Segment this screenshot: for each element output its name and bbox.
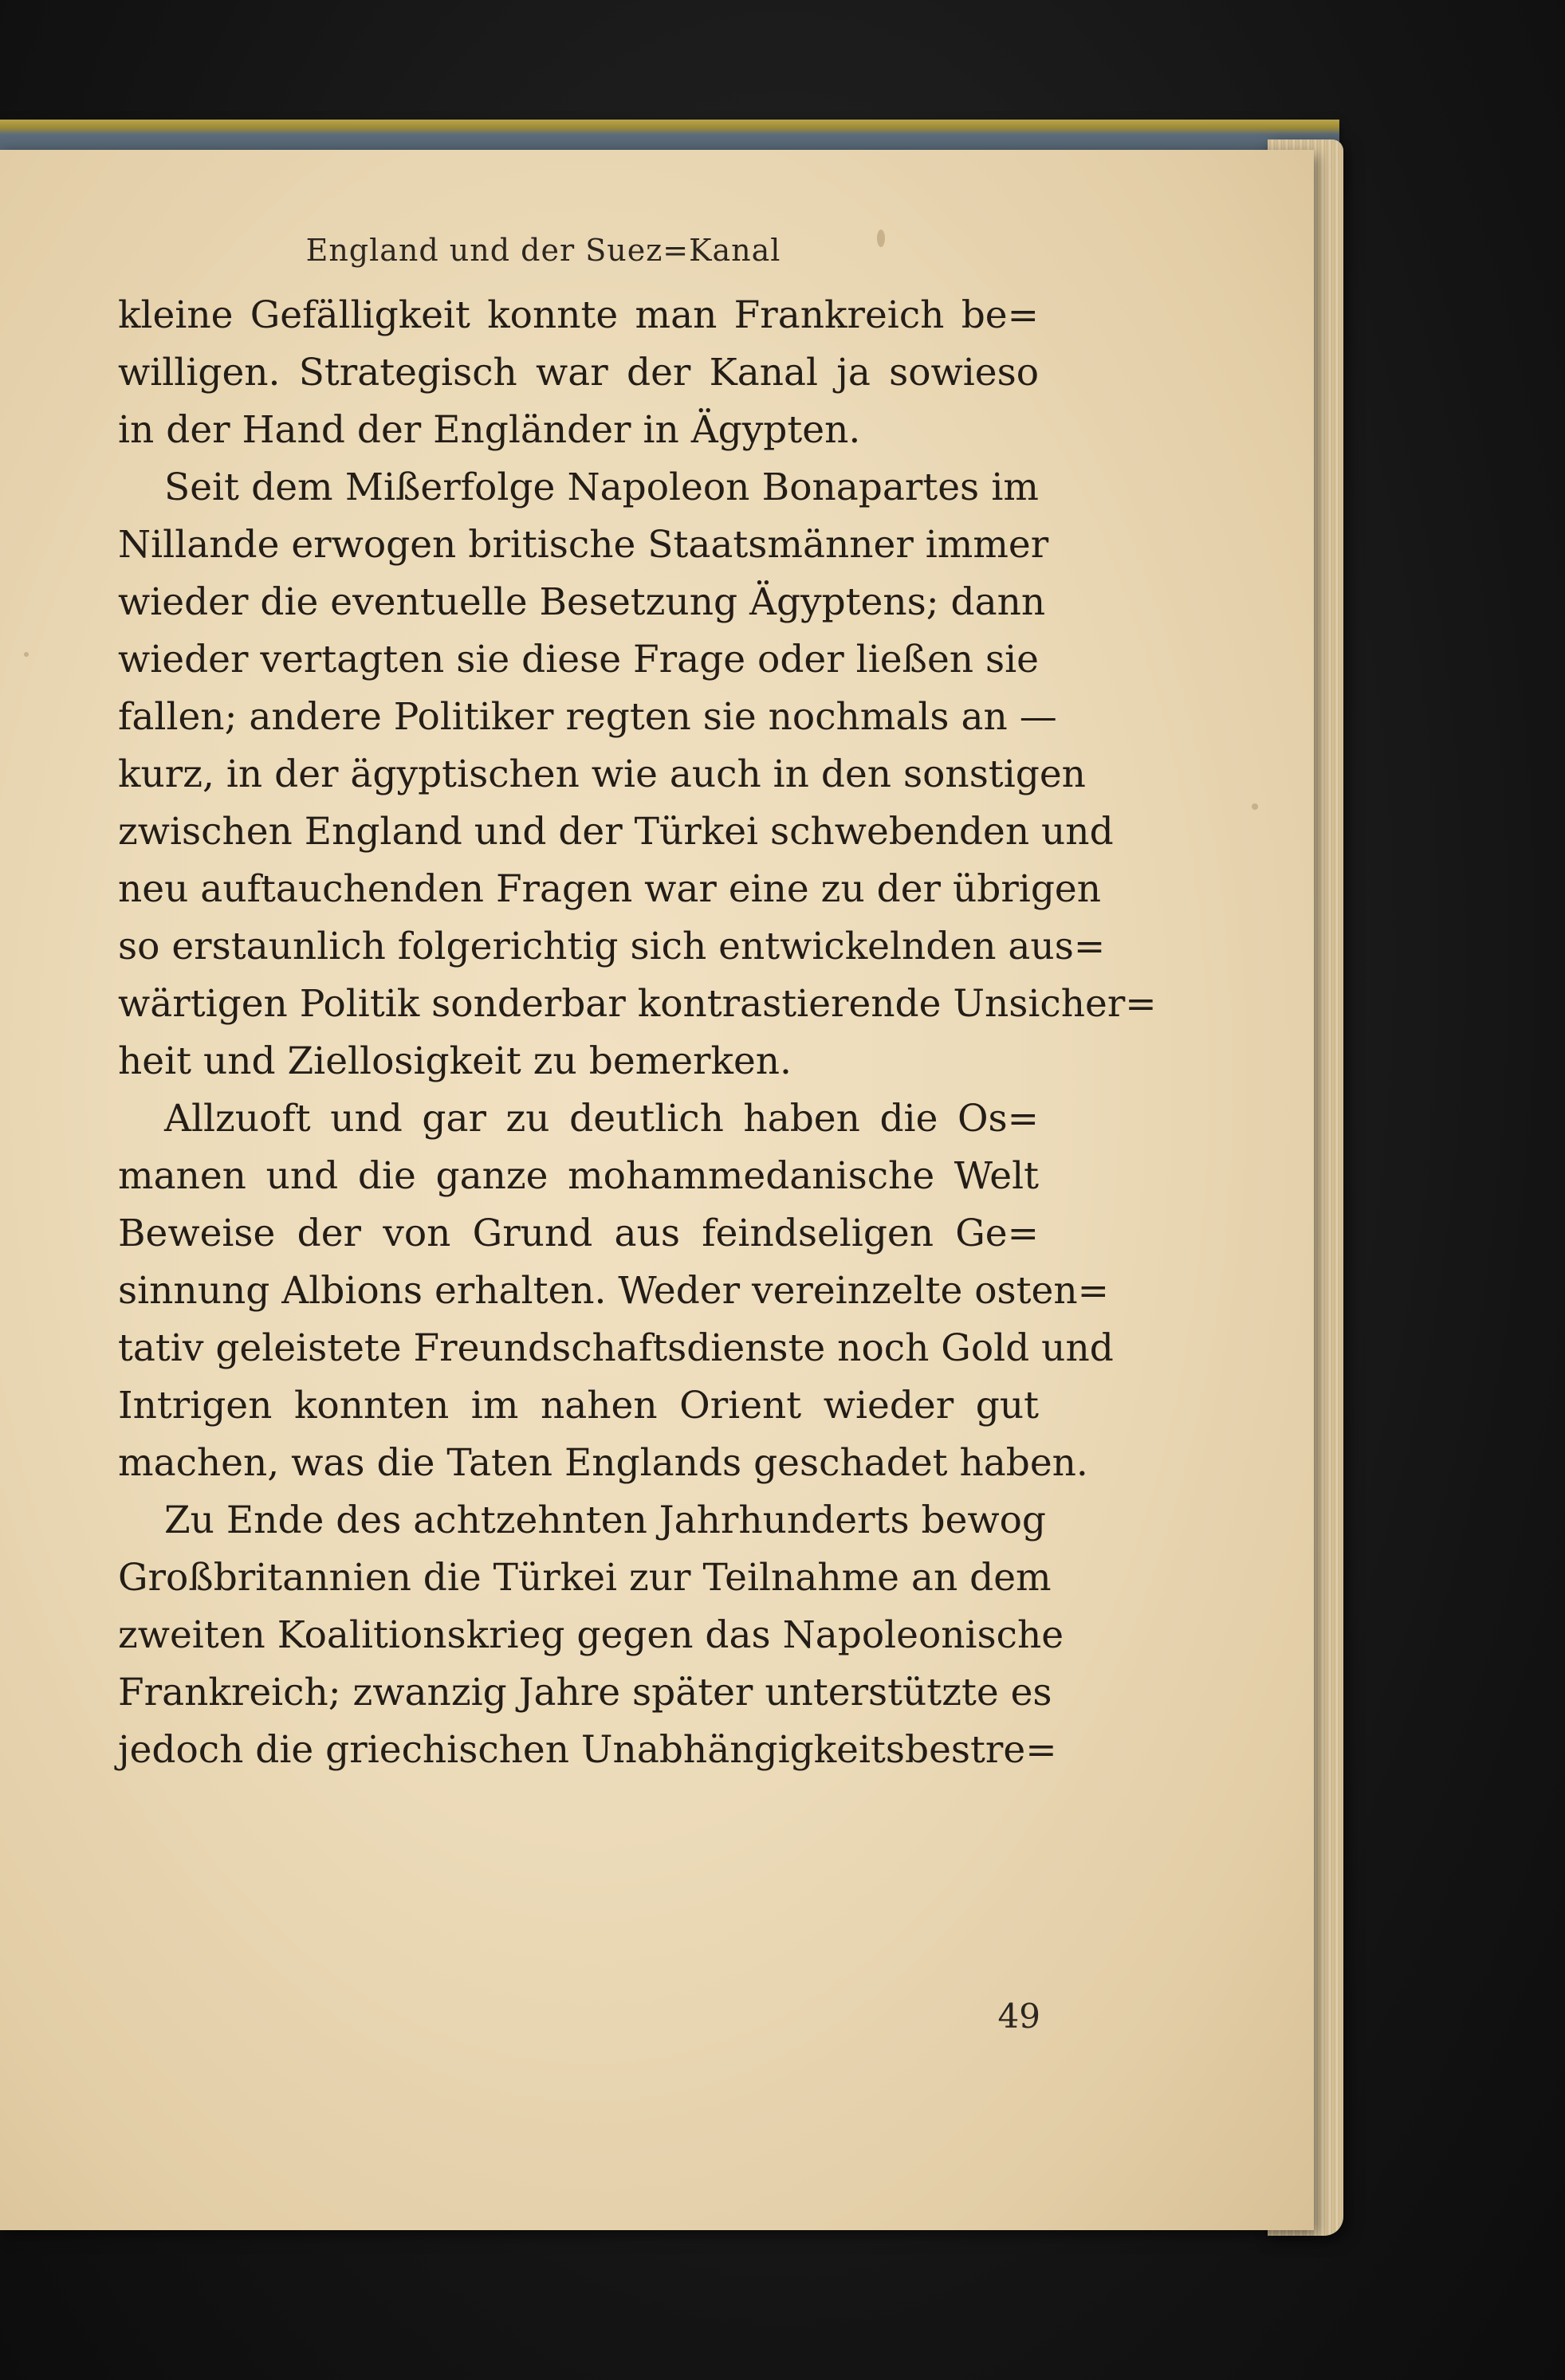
text-line: Beweise der von Grund aus feindseligen Ge=: [118, 1212, 1039, 1255]
text-line: zwischen England und der Türkei schwebenden und: [118, 810, 1114, 854]
text-line: kleine Gefälligkeit konnte man Frankreich be=: [118, 293, 1039, 337]
text-line: Intrigen konnten im nahen Orient wieder gut: [118, 1384, 1039, 1428]
text-line: Zu Ende des achtzehnten Jahrhunderts bewog: [164, 1498, 1047, 1542]
paper-speck: [24, 652, 29, 657]
text-line: zweiten Koalitionskrieg gegen das Napoleonische: [118, 1613, 1064, 1657]
text-line: jedoch die griechischen Unabhängigkeitsbestre=: [118, 1728, 1057, 1772]
page-number: 49: [997, 1997, 1040, 2036]
text-line: so erstaunlich folgerichtig sich entwickelnden aus=: [118, 925, 1106, 968]
text-line: Großbritannien die Türkei zur Teilnahme an dem: [118, 1556, 1052, 1600]
text-line: neu auftauchenden Fragen war eine zu der übrigen: [118, 867, 1101, 911]
text-line: wärtigen Politik sonderbar kontrastierende Unsicher=: [118, 982, 1157, 1026]
text-line: heit und Ziellosigkeit zu bemerken.: [118, 1039, 792, 1083]
page-body-text: [118, 287, 1157, 1779]
text-line: Frankreich; zwanzig Jahre später unterstützte es: [118, 1671, 1052, 1714]
text-line: Seit dem Mißerfolge Napoleon Bonapartes im: [164, 465, 1039, 509]
paper-speck: [1252, 803, 1258, 810]
running-head: England und der Suez=Kanal: [305, 233, 781, 268]
text-line: machen, was die Taten Englands geschadet haben.: [118, 1441, 1088, 1485]
text-line: kurz, in der ägyptischen wie auch in den sonstigen: [118, 752, 1086, 796]
text-line: wieder die eventuelle Besetzung Ägyptens; dann: [118, 580, 1046, 624]
text-line: Allzuoft und gar zu deutlich haben die Os=: [164, 1097, 1039, 1141]
text-line: in der Hand der Engländer in Ägypten.: [118, 408, 861, 452]
text-line: wieder vertagten sie diese Frage oder ließen sie: [118, 638, 1039, 681]
text-line: Nillande erwogen britische Staatsmänner immer: [118, 523, 1049, 567]
text-line: fallen; andere Politiker regten sie nochmals an —: [118, 695, 1057, 739]
text-line: tativ geleistete Freundschaftsdienste noch Gold und: [118, 1326, 1114, 1370]
text-line: manen und die ganze mohammedanische Welt: [118, 1154, 1039, 1198]
text-line: willigen. Strategisch war der Kanal ja sowieso: [118, 351, 1039, 395]
text-line: sinnung Albions erhalten. Weder vereinzelte osten=: [118, 1269, 1109, 1313]
